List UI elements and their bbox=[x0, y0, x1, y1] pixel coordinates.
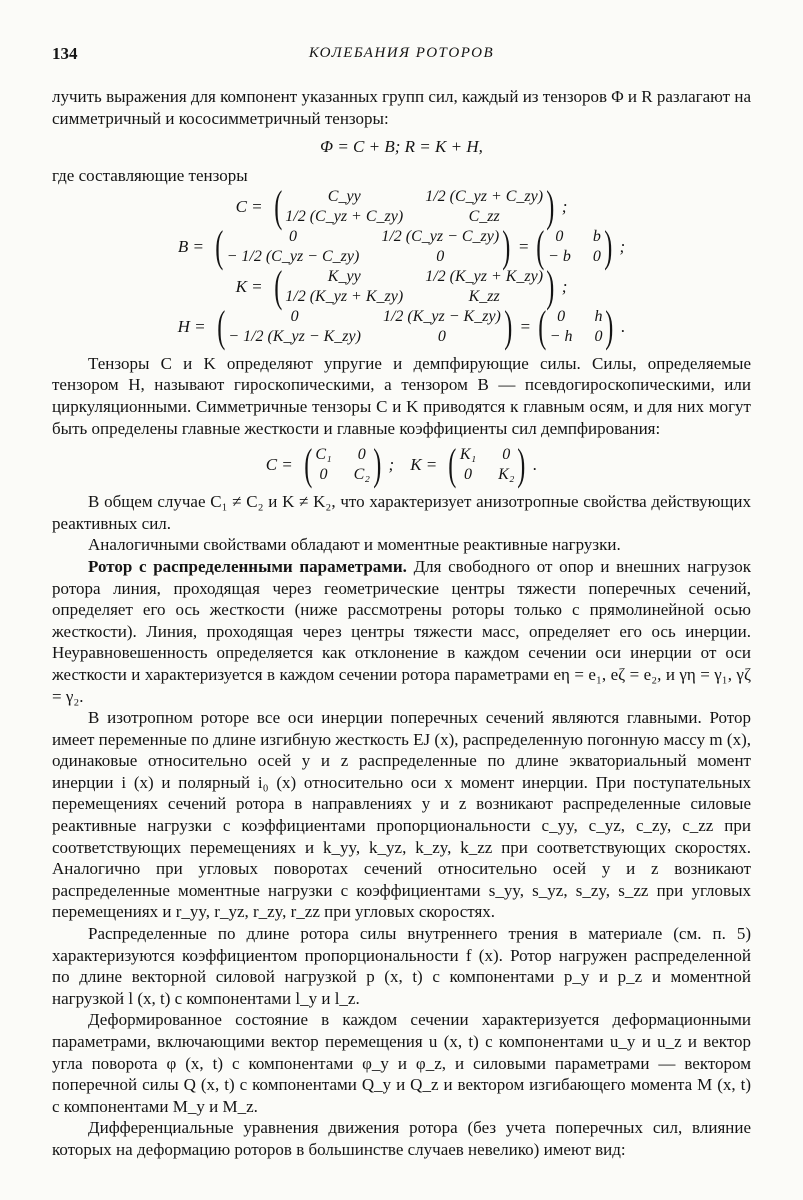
page-body bbox=[52, 86, 751, 1161]
matrix-cell: 1/2 (K_yz + K_zy) bbox=[425, 267, 544, 285]
matrix-cell: C₁ bbox=[315, 446, 332, 464]
matrix-c-label: C = bbox=[235, 196, 263, 216]
matrix-k-tail: ; bbox=[561, 276, 568, 296]
matrix-cell: 0 bbox=[594, 327, 603, 345]
paragraph-isotropic-rotor: В изотропном роторе все оси инерции поперечных сечений являются главными. Ротор имеет переменные по длине изгибную жесткость EJ (x), распределенную погонную массу m (x), одинаковые относительно осей y и z распределенные по длине экваториальный момент инерции i (x) и полярный i₀ (x) относительно оси x момент инерции. При поступательных перемещениях сечений ротора в направлениях y и z возникают распределенные силовые реактивные нагрузки с коэффициентами пропорциональности c_yy, c_yz, c_zy, c_zz при соответствующих перемещениях и k_yy, k_yz, k_zy, k_zz при соответствующих скоростях. Аналогично при угловых поворотах сечений относительно осей y и z возникают распределенные моментные нагрузки с коэффициентами s_yy, s_yz, s_zy, s_zz при угловых перемещениях и r_yy, r_yz, r_zy, r_zz при угловых скоростях. bbox=[52, 708, 751, 922]
paragraph-deformed-state: Деформированное состояние в каждом сечении характеризуется деформационными параметрами, включающими вектор перемещения u (x, t) с компонентами u_y и u_z и вектор угла поворота φ (x, t) с компонентами φ_y и φ_z, и силовыми параметрами — вектором поперечной силы Q (x, t) с компонентами Q_y и Q_z и вектором изгибающего момента M (x, t) с компонентами M_y и M_z. bbox=[52, 1010, 751, 1116]
matrix-cell: K_yy bbox=[327, 267, 361, 285]
matrix-cell: 1/2 (K_yz + K_zy) bbox=[285, 287, 404, 305]
matrix-cell: − 1/2 (C_yz − C_zy) bbox=[226, 247, 360, 265]
matrix-c-diag-tail: ; bbox=[388, 455, 395, 475]
matrix-cell: 1/2 (C_yz + C_zy) bbox=[285, 207, 404, 225]
matrix-k: K = ( K_yy 1/2 (K_yz + K_zy) 1/2 (K_yz + K_zy) K_zz ) ; bbox=[235, 261, 568, 311]
running-title: КОЛЕБАНИЯ РОТОРОВ bbox=[308, 45, 495, 61]
matrix-cell: 0 bbox=[319, 466, 328, 484]
equation-decomposition: Φ = C + B; R = K + H, bbox=[320, 137, 483, 157]
matrix-c-tail: ; bbox=[561, 196, 568, 216]
matrix-cell: 0 bbox=[290, 307, 299, 325]
matrix-diagonal: C = ( C₁ 0 0 C₂ ) ; K = ( K₁ 0 0 K₂ ) . bbox=[265, 440, 538, 490]
matrix-cell: K_zz bbox=[468, 287, 500, 305]
matrix-cell: 0 bbox=[357, 446, 366, 464]
matrix-b-tail: ; bbox=[619, 236, 626, 256]
matrix-cell: 1/2 (K_yz − K_zy) bbox=[382, 307, 501, 325]
matrix-cell: 0 bbox=[464, 466, 473, 484]
matrix-cell: C₂ bbox=[353, 466, 370, 484]
matrix-h-label: H = bbox=[177, 316, 206, 336]
matrix-cell: C_zz bbox=[468, 207, 500, 225]
matrix-cell: K₁ bbox=[459, 446, 477, 464]
matrix-cell: 0 bbox=[555, 227, 564, 245]
matrix-k-diag-label: K = bbox=[410, 455, 438, 475]
paragraph-anisotropy: В общем случае C₁ ≠ C₂ и K ≠ K₂, что характеризует анизотропные свойства действующих реактивных сил. bbox=[52, 492, 751, 533]
matrix-cell: h bbox=[594, 307, 603, 325]
page-number: 134 bbox=[52, 44, 78, 63]
matrix-cell: 1/2 (C_yz − C_zy) bbox=[381, 227, 500, 245]
matrix-cell: C_yy bbox=[327, 187, 361, 205]
matrix-cell: − 1/2 (K_yz − K_zy) bbox=[228, 327, 361, 345]
matrix-cell: 0 bbox=[502, 446, 511, 464]
matrix-cell: 0 bbox=[437, 327, 446, 345]
matrix-b-equals: = bbox=[517, 236, 530, 256]
paragraph-tensors-lead: где составляющие тензоры bbox=[52, 166, 248, 186]
matrix-c: C = ( C_yy 1/2 (C_yz + C_zy) 1/2 (C_yz + C_zy) C_zz ) ; bbox=[235, 181, 568, 231]
matrix-k-diag-tail: . bbox=[533, 455, 538, 475]
matrix-k-label: K = bbox=[235, 276, 263, 296]
matrix-b-label: B = bbox=[177, 236, 204, 256]
matrix-cell: − b bbox=[548, 247, 571, 265]
matrix-cell: 0 bbox=[592, 247, 601, 265]
matrix-h: H = ( 0 1/2 (K_yz − K_zy) − 1/2 (K_yz − K_zy) 0 ) = ( 0 h − h 0 ) . bbox=[177, 301, 626, 351]
matrix-cell: K₂ bbox=[498, 466, 515, 484]
page-header bbox=[52, 44, 751, 68]
paragraph-moment-loads: Аналогичными свойствами обладают и моментные реактивные нагрузки. bbox=[88, 535, 621, 555]
matrix-h-tail: . bbox=[621, 316, 626, 336]
matrix-b: B = ( 0 1/2 (C_yz − C_zy) − 1/2 (C_yz − C_zy) 0 ) = ( 0 b − b 0 ) ; bbox=[177, 221, 626, 271]
paragraph-distributed-rotor-text: Для свободного от опор и внешних нагрузок ротора линия, проходящая через геометрические центры тяжести поперечных сечений, определяет его ось жесткости (ниже рассмотрены роторы только с прямолинейной осью жесткости). Линия, проходящая через центры тяжести масс, определяет его ось инерции. Неуравновешенность определяется как отклонение в каждом сечении оси инерции от оси жесткости и характеризуется в каждом сечении ротора параметрами eη = e₁, eζ = e₂, и γη = γ₁, γζ = γ₂. bbox=[52, 556, 751, 706]
section-heading: Ротор с распределенными параметрами. bbox=[88, 556, 407, 576]
matrix-cell: − h bbox=[549, 327, 573, 345]
paragraph-tensor-meaning: Тензоры C и K определяют упругие и демпфирующие силы. Силы, определяемые тензором H, называют гироскопическими, а тензором B — псевдогироскопическими, или циркуляционными. Симметричные тензоры C и K приводятся к главным осям, и для них могут быть определены главные жесткости и главные коэффициенты сил демпфирования: bbox=[52, 353, 751, 438]
paragraph-equations-lead: Дифференциальные уравнения движения ротора (без учета поперечных сил, влияние которых на деформацию роторов в большинстве случаев невелико) имеют вид: bbox=[52, 1118, 751, 1159]
matrix-h-equals: = bbox=[519, 316, 532, 336]
matrix-c-diag-label: C = bbox=[265, 455, 293, 475]
paragraph-intro: лучить выражения для компонент указанных групп сил, каждый из тензоров Φ и R разлагают на симметричный и кососимметричный тензоры: bbox=[52, 87, 751, 128]
matrix-cell: 0 bbox=[288, 227, 297, 245]
matrix-cell: 0 bbox=[557, 307, 566, 325]
matrix-cell: 1/2 (C_yz + C_zy) bbox=[425, 187, 544, 205]
paragraph-internal-friction: Распределенные по длине ротора силы внутреннего трения в материале (см. п. 5) характеризуются коэффициентом пропорциональности f (x). Ротор нагружен распределенной по длине векторной силовой нагрузкой p (x, t) с компонентами p_y и p_z и моментной нагрузкой l (x, t) с компонентами l_y и l_z. bbox=[52, 924, 751, 1008]
matrix-cell: 0 bbox=[436, 247, 445, 265]
paragraph-distributed-rotor bbox=[52, 556, 751, 707]
matrix-cell: b bbox=[592, 227, 601, 245]
